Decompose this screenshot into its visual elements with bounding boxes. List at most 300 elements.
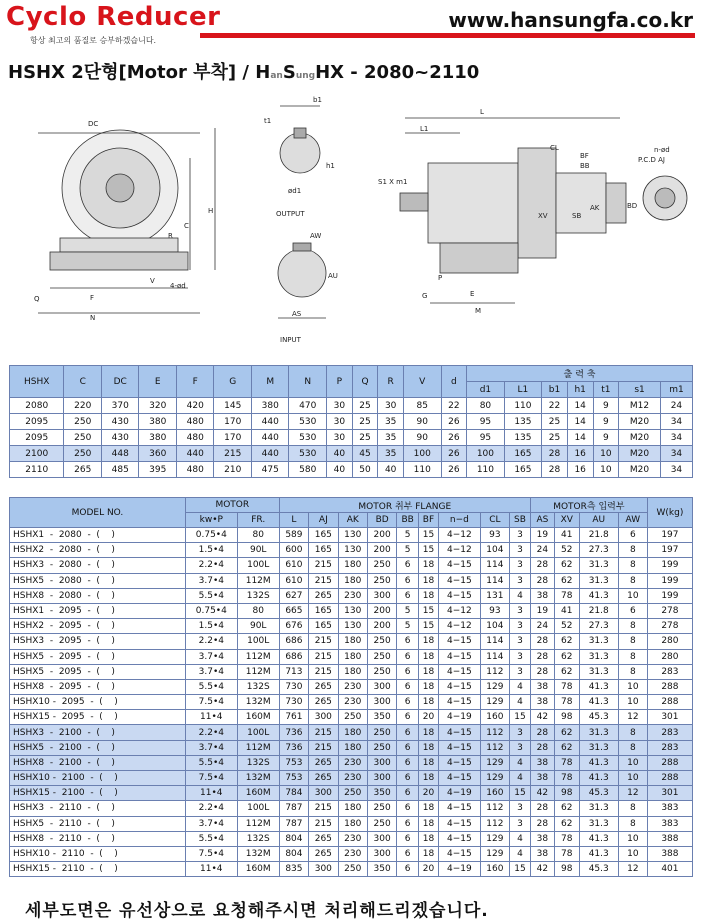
table-cell: 440 [251,414,289,430]
table-cell: 41 [554,528,579,543]
table-cell: 787 [279,816,308,831]
table-cell: 18 [418,679,438,694]
table-cell: 278 [647,619,692,634]
table-cell: 230 [338,695,367,710]
table-row [10,649,693,664]
flange-subheader: BD [367,513,396,528]
table-cell: 80 [467,398,505,414]
table-cell: HSHX5 - 2110 - ( ) [10,816,186,831]
table-cell: 300 [367,771,396,786]
table-cell: 3 [510,573,531,588]
svg-text:SB: SB [572,212,582,220]
table-cell: 401 [647,862,692,877]
table-cell: 28 [530,573,554,588]
table-cell: 26 [441,430,467,446]
table-cell: 18 [418,740,438,755]
table-cell: 160 [480,710,509,725]
table-cell: 20 [418,710,438,725]
table-cell: 370 [101,398,139,414]
svg-text:n-ød: n-ød [654,146,670,154]
table-cell: 3 [510,619,531,634]
table-cell: 530 [289,430,327,446]
table-cell: 18 [418,755,438,770]
table-cell: 10 [618,679,647,694]
table-cell: 215 [309,649,338,664]
table-cell: 200 [367,603,396,618]
table-cell: 28 [530,649,554,664]
table-cell: 5 [397,619,419,634]
table-cell: 18 [418,558,438,573]
table-cell: 265 [309,831,338,846]
table-cell: 11•4 [185,786,237,801]
table-cell: 28 [530,801,554,816]
svg-text:t1: t1 [264,117,272,125]
table1-header: V [404,366,442,398]
table-cell: 31.3 [579,649,618,664]
svg-text:P: P [438,274,443,282]
table-cell: 24 [660,398,692,414]
table-cell: 265 [309,755,338,770]
table-cell: 686 [279,634,308,649]
table-cell: HSHX10 - 2100 - ( ) [10,771,186,786]
table-cell: 784 [279,786,308,801]
table-cell: 4−19 [439,710,481,725]
table-cell: 98 [554,786,579,801]
input-subheader: XV [554,513,579,528]
table-cell: 10 [618,695,647,710]
svg-text:CL: CL [550,144,559,152]
table-cell: 3.7•4 [185,740,237,755]
table-cell: 215 [309,634,338,649]
table-cell: 31.3 [579,725,618,740]
table-cell: 34 [660,462,692,478]
page-title: HSHX 2단형[Motor 부착] / HanSungHX - 2080~2110 [8,62,480,83]
table-cell: 3 [510,801,531,816]
table-cell: 22 [542,398,568,414]
table-cell: 300 [367,679,396,694]
table-cell: 199 [647,588,692,603]
table-cell: 480 [176,430,214,446]
table-cell: HSHX10 - 2095 - ( ) [10,695,186,710]
flange-subheader: n−d [439,513,481,528]
table-cell: HSHX8 - 2095 - ( ) [10,679,186,694]
table-cell: 31.3 [579,558,618,573]
table1-header: C [64,366,102,398]
svg-text:P.C.D AJ: P.C.D AJ [638,156,665,164]
table-cell: 112M [237,649,279,664]
table-cell: 38 [530,755,554,770]
table-cell: 7.5•4 [185,846,237,861]
table-cell: 6 [397,786,419,801]
table-cell: 430 [101,430,139,446]
table-cell: 4−15 [439,588,481,603]
table-cell: 90 [404,430,442,446]
table-cell: 8 [618,634,647,649]
table-cell: 15 [418,543,438,558]
table-cell: 2095 [10,414,64,430]
table-cell: 41.3 [579,695,618,710]
table-cell: 10 [618,755,647,770]
table-row [10,398,693,414]
flange-subheader: AK [338,513,367,528]
table1-group-header: 출 력 축 [467,366,693,382]
table-cell: 5 [397,603,419,618]
table-row [10,619,693,634]
table-cell: 215 [309,573,338,588]
table-cell: 62 [554,634,579,649]
table-cell: 19 [530,528,554,543]
table-cell: 210 [214,462,252,478]
table-cell: 18 [418,634,438,649]
table-cell: 132S [237,679,279,694]
table-cell: 627 [279,588,308,603]
svg-text:BD: BD [627,202,638,210]
table-cell: 4−12 [439,528,481,543]
table-cell: 4 [510,679,531,694]
table-cell: 388 [647,831,692,846]
table-cell: 301 [647,786,692,801]
table-cell: 278 [647,603,692,618]
table-cell: 62 [554,573,579,588]
table-cell: 530 [289,414,327,430]
table-cell: HSHX5 - 2095 - ( ) [10,664,186,679]
table-cell: 15 [418,603,438,618]
table-cell: 160 [480,786,509,801]
table-cell: 6 [397,771,419,786]
table-cell: 41.3 [579,755,618,770]
svg-text:F: F [90,294,95,302]
table-cell: HSHX5 - 2080 - ( ) [10,573,186,588]
flange-subheader: L [279,513,308,528]
input-subheader: AU [579,513,618,528]
svg-text:ød1: ød1 [288,187,302,195]
table-row [10,725,693,740]
table-cell: 320 [139,398,177,414]
table-cell: 761 [279,710,308,725]
table-cell: 26 [441,462,467,478]
table-cell: HSHX15 - 2095 - ( ) [10,710,186,725]
table-cell: 5.5•4 [185,588,237,603]
table-cell: 3 [510,558,531,573]
table-cell: 6 [397,740,419,755]
table-cell: 34 [660,414,692,430]
table-cell: 350 [367,862,396,877]
table-cell: 34 [660,430,692,446]
header [0,0,701,45]
table-cell: 250 [367,816,396,831]
table-cell: 160M [237,786,279,801]
table-cell: 265 [309,679,338,694]
header-rule [200,33,695,38]
table-cell: 40 [326,446,352,462]
table-cell: 610 [279,573,308,588]
table-cell: 41.3 [579,679,618,694]
table-cell: HSHX2 - 2095 - ( ) [10,619,186,634]
table-cell: 383 [647,816,692,831]
table-cell: 19 [530,603,554,618]
table-cell: 448 [101,446,139,462]
table-cell: 3 [510,543,531,558]
table-cell: 21.8 [579,603,618,618]
table-cell: 4−15 [439,831,481,846]
table-cell: 112 [480,664,509,679]
table-cell: 31.3 [579,573,618,588]
table-cell: 130 [338,543,367,558]
table-cell: HSHX5 - 2095 - ( ) [10,649,186,664]
table-cell: 4−15 [439,846,481,861]
table-row [10,414,693,430]
table-cell: 288 [647,755,692,770]
table-cell: 736 [279,740,308,755]
table-cell: 52 [554,543,579,558]
table-cell: 0.75•4 [185,528,237,543]
table1-subheader: t1 [593,382,619,398]
table-cell: 2080 [10,398,64,414]
svg-text:BB: BB [580,162,590,170]
table-cell: HSHX3 - 2110 - ( ) [10,801,186,816]
table-cell: 135 [504,430,542,446]
table-cell: 18 [418,573,438,588]
table1-header: P [326,366,352,398]
table-cell: 8 [618,558,647,573]
table-cell: 730 [279,679,308,694]
table-cell: 265 [309,771,338,786]
table-cell: HSHX3 - 2095 - ( ) [10,634,186,649]
table-cell: 98 [554,862,579,877]
table1-header: N [289,366,327,398]
table-cell: 7.5•4 [185,695,237,710]
table-cell: 180 [338,740,367,755]
table-cell: 112 [480,725,509,740]
table-cell: 110 [404,462,442,478]
table1-subheader: d1 [467,382,505,398]
table-cell: 38 [530,831,554,846]
table-cell: 165 [309,543,338,558]
table-row [10,831,693,846]
table-row [10,528,693,543]
table-cell: 250 [338,862,367,877]
table-cell: 180 [338,649,367,664]
table-cell: 6 [397,846,419,861]
table-cell: 9 [593,398,619,414]
table-cell: 130 [338,619,367,634]
weight-header: W(kg) [647,498,692,528]
flange-subheader: SB [510,513,531,528]
table1-subheader: m1 [660,382,692,398]
output-view [280,106,320,173]
table-row [10,588,693,603]
table-cell: 10 [593,446,619,462]
table-row [10,603,693,618]
table-cell: 440 [251,446,289,462]
table-cell: 676 [279,619,308,634]
table-cell: 420 [176,398,214,414]
table-cell: 62 [554,725,579,740]
table-cell: 110 [504,398,542,414]
table-cell: 62 [554,558,579,573]
table-cell: 250 [367,558,396,573]
table-cell: 6 [397,695,419,710]
model-table [9,497,693,877]
table-cell: 180 [338,573,367,588]
table-cell: 2.2•4 [185,558,237,573]
table-cell: 265 [309,846,338,861]
table-cell: 230 [338,831,367,846]
table-cell: 4−19 [439,862,481,877]
table-cell: 180 [338,634,367,649]
table-cell: 300 [309,710,338,725]
table-cell: 165 [504,446,542,462]
table-cell: 200 [367,528,396,543]
table-cell: 35 [378,430,404,446]
table-cell: 4−12 [439,619,481,634]
table-cell: 265 [309,588,338,603]
table-cell: 12 [618,710,647,725]
table-cell: 250 [367,801,396,816]
table-cell: 8 [618,801,647,816]
table-cell: 8 [618,725,647,740]
table-cell: 395 [139,462,177,478]
table1-header: E [139,366,177,398]
table-cell: 283 [647,740,692,755]
svg-text:4-ød: 4-ød [170,282,186,290]
table-cell: 12 [618,862,647,877]
table-cell: 4−15 [439,801,481,816]
table-cell: HSHX8 - 2080 - ( ) [10,588,186,603]
table-row [10,446,693,462]
table-cell: 114 [480,573,509,588]
table-cell: 114 [480,634,509,649]
table-cell: 2095 [10,430,64,446]
svg-text:L1: L1 [420,125,429,133]
table1-header: R [378,366,404,398]
table-cell: 132S [237,588,279,603]
table-cell: 4−15 [439,664,481,679]
table-cell: 440 [176,446,214,462]
table-cell: 440 [251,430,289,446]
table-cell: 45.3 [579,786,618,801]
table-cell: 283 [647,664,692,679]
table-cell: HSHX15 - 2110 - ( ) [10,862,186,877]
table-cell: 3.7•4 [185,573,237,588]
table-cell: 41.3 [579,588,618,603]
table-cell: 360 [139,446,177,462]
table1-header: HSHX [10,366,64,398]
table-cell: 95 [467,414,505,430]
table-cell: 8 [618,816,647,831]
table-cell: 129 [480,771,509,786]
table-cell: 753 [279,771,308,786]
table-cell: 3 [510,528,531,543]
table-row [10,430,693,446]
table-cell: 4−15 [439,558,481,573]
table-cell: 300 [367,846,396,861]
table-cell: 18 [418,664,438,679]
table-cell: 129 [480,831,509,846]
table-cell: 8 [618,649,647,664]
table-cell: 45 [352,446,378,462]
flange-subheader: AJ [309,513,338,528]
table-cell: 34 [660,446,692,462]
table-cell: 95 [467,430,505,446]
table-cell: 180 [338,664,367,679]
table-cell: 112M [237,664,279,679]
table-cell: 3.7•4 [185,664,237,679]
svg-text:AU: AU [328,272,338,280]
table-cell: 112 [480,740,509,755]
table-cell: 6 [397,725,419,740]
table-cell: 199 [647,558,692,573]
table-cell: 160M [237,710,279,725]
table-cell: 350 [367,710,396,725]
table-cell: 93 [480,528,509,543]
svg-text:E: E [470,290,475,298]
table-row [10,462,693,478]
table-cell: 430 [101,414,139,430]
table-cell: 38 [530,771,554,786]
table-cell: 90 [404,414,442,430]
table-cell: 10 [618,831,647,846]
table-cell: 18 [418,695,438,710]
table-cell: 45.3 [579,862,618,877]
svg-text:AW: AW [310,232,322,240]
table-cell: 132M [237,846,279,861]
table-cell: 40 [378,462,404,478]
table-cell: 4−15 [439,771,481,786]
table-cell: 5.5•4 [185,679,237,694]
table1-subheader: b1 [542,382,568,398]
table1-header: Q [352,366,378,398]
table-cell: 4−15 [439,634,481,649]
table-cell: 3 [510,603,531,618]
table-cell: 300 [309,786,338,801]
table-cell: 90L [237,543,279,558]
table-cell: 480 [176,462,214,478]
table-cell: 250 [338,710,367,725]
table-cell: 230 [338,588,367,603]
table-cell: 300 [367,695,396,710]
input-subheader: AS [530,513,554,528]
table-cell: 580 [289,462,327,478]
table-cell: 589 [279,528,308,543]
svg-text:S1 X m1: S1 X m1 [378,178,408,186]
table-cell: 2110 [10,462,64,478]
table-cell: 129 [480,755,509,770]
table-cell: 4 [510,771,531,786]
table-cell: HSHX1 - 2095 - ( ) [10,603,186,618]
table-row [10,558,693,573]
table-cell: 78 [554,679,579,694]
table-cell: 713 [279,664,308,679]
table-cell: 28 [542,446,568,462]
table-cell: 199 [647,573,692,588]
table-cell: 40 [326,462,352,478]
table-cell: 4−12 [439,543,481,558]
table-cell: 14 [567,398,593,414]
table-cell: 475 [251,462,289,478]
table-cell: M20 [619,414,661,430]
table1-header: DC [101,366,139,398]
table-cell: 28 [530,664,554,679]
table-cell: 10 [618,846,647,861]
table-cell: 200 [367,619,396,634]
table-cell: 300 [309,862,338,877]
motor-subheader: kw•P [185,513,237,528]
table-cell: 180 [338,558,367,573]
table-cell: 100L [237,634,279,649]
table-cell: 5.5•4 [185,831,237,846]
table-cell: 380 [139,430,177,446]
